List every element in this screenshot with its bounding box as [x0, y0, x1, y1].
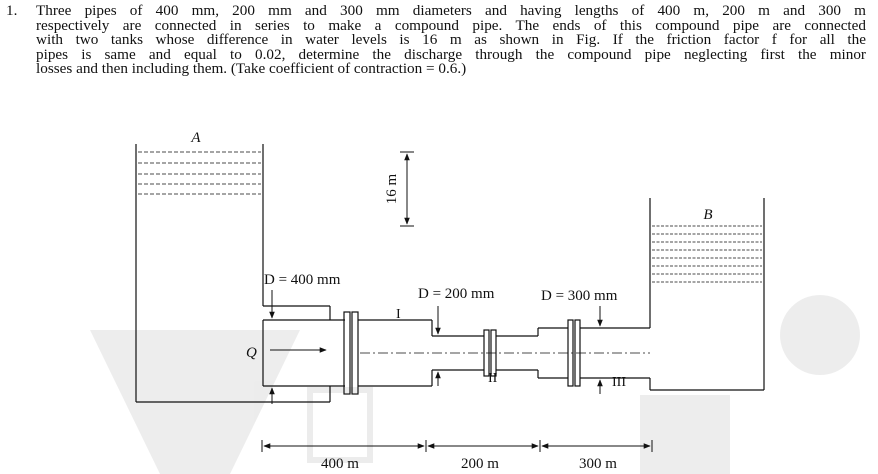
head-dimension — [400, 152, 414, 226]
pipe3-diameter-label: D = 300 mm — [541, 288, 618, 304]
problem-line: losses and then including them. (Take coefficient of contraction = 0.6.) — [36, 60, 467, 78]
tank-b — [650, 198, 764, 390]
pipe1-length-label: 400 m — [321, 456, 359, 472]
length-dimensions — [262, 440, 652, 452]
pipe3-length-label: 300 m — [579, 456, 617, 472]
problem-number: 1. — [6, 2, 18, 19]
problem-line: pipes is same and equal to 0.02, determine the discharge through the compound pipe neglecting first the minor — [36, 45, 866, 63]
section-1-label: I — [396, 307, 401, 322]
tank-a-label: A — [191, 130, 201, 146]
flow-label: Q — [246, 345, 257, 361]
pipe2-diameter-label: D = 200 mm — [418, 286, 495, 302]
pipe2-length-label: 200 m — [461, 456, 499, 472]
background-watermark — [90, 295, 860, 474]
pipe1-diameter-label: D = 400 mm — [264, 272, 341, 288]
tank-b-label: B — [703, 207, 713, 223]
head-label: 16 m — [384, 173, 400, 205]
problem-line: with two tanks whose difference in water levels is 16 m as shown in Fig. If the friction factor f for all the — [36, 31, 866, 49]
problem-line: Three pipes of 400 mm, 200 mm and 300 mm diameters and having lengths of 400 m, 200 m and 300 m — [36, 2, 866, 19]
problem-line: respectively are connected in series to make a compound pipe. The ends of this compound pipe are connected — [36, 16, 866, 34]
diameter-arrows — [272, 290, 600, 404]
section-3-label: III — [612, 375, 626, 390]
section-2-label: II — [488, 371, 498, 386]
